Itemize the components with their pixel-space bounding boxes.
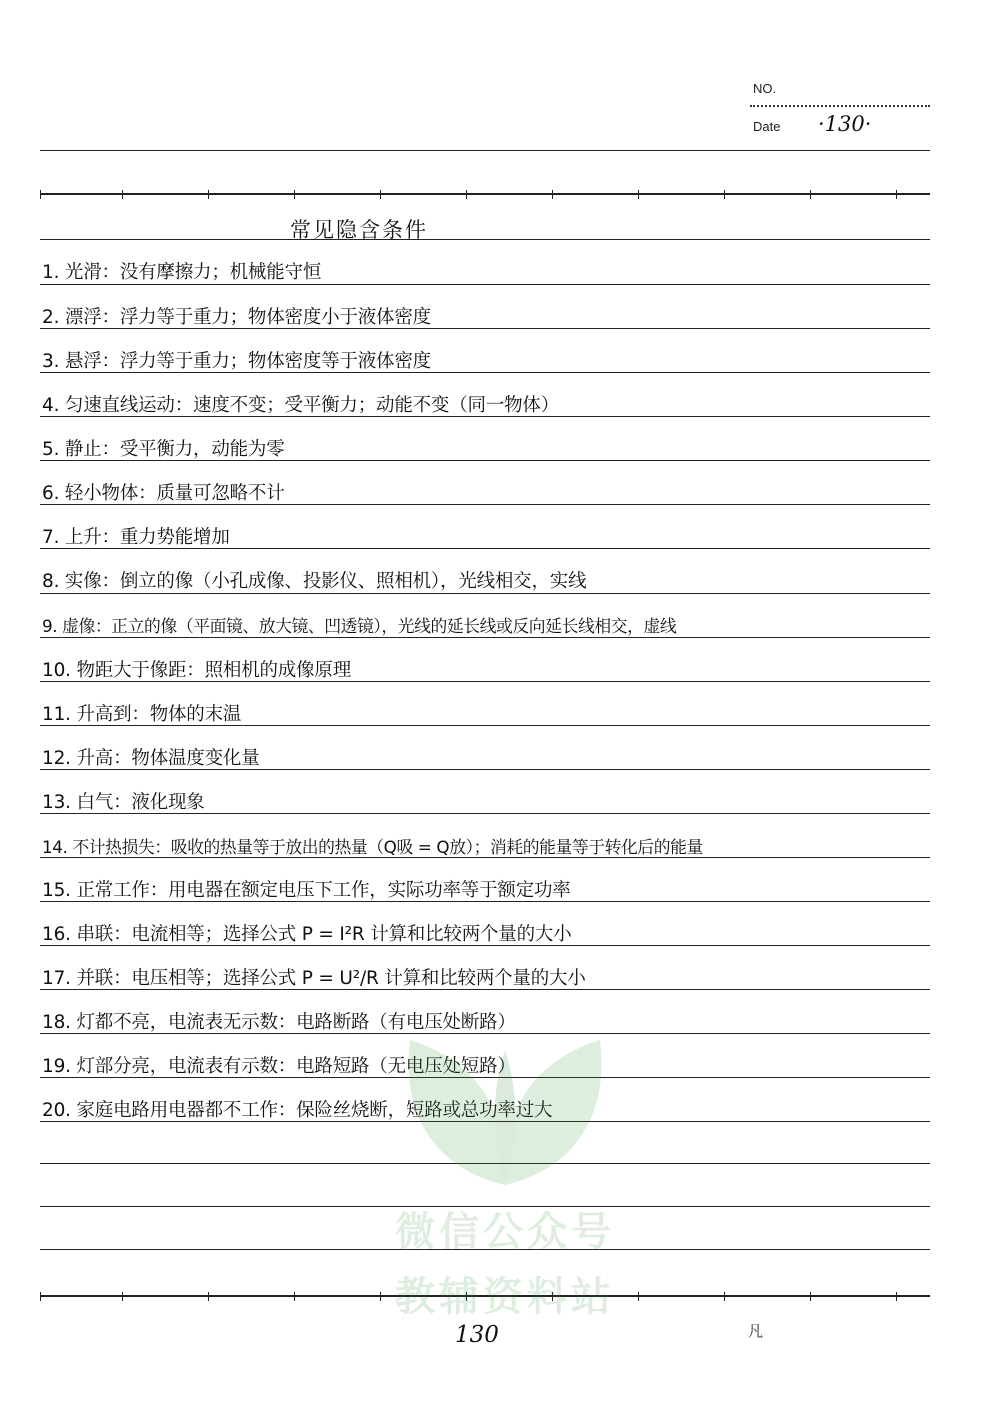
ruled-line	[40, 593, 930, 594]
list-item: 3. 悬浮：浮力等于重力；物体密度等于液体密度	[42, 351, 431, 372]
list-item: 11. 升高到：物体的末温	[42, 704, 242, 725]
list-item: 7. 上升：重力势能增加	[42, 527, 230, 548]
leaf-logo-icon	[380, 1020, 630, 1190]
list-item: 10. 物距大于像距：照相机的成像原理	[42, 660, 352, 681]
list-item: 16. 串联：电流相等；选择公式 P = I²R 计算和比较两个量的大小	[42, 924, 572, 945]
date-value: ·130·	[818, 112, 872, 136]
list-item: 15. 正常工作：用电器在额定电压下工作，实际功率等于额定功率	[42, 880, 571, 901]
list-item: 17. 并联：电压相等；选择公式 P = U²/R 计算和比较两个量的大小	[42, 968, 586, 989]
list-item: 4. 匀速直线运动：速度不变；受平衡力；动能不变（同一物体）	[42, 395, 560, 416]
list-item: 8. 实像：倒立的像（小孔成像、投影仪、照相机），光线相交，实线	[42, 571, 587, 592]
list-item: 5. 静止：受平衡力，动能为零	[42, 439, 285, 460]
ruled-line-ticked	[40, 193, 930, 195]
list-item: 12. 升高：物体温度变化量	[42, 748, 260, 769]
page-title: 常见隐含条件	[290, 218, 428, 242]
watermark-line1: 微信公众号	[395, 1209, 615, 1255]
ruled-line	[40, 637, 930, 638]
list-item: 6. 轻小物体：质量可忽略不计	[42, 483, 285, 504]
list-item: 1. 光滑：没有摩擦力；机械能守恒	[42, 262, 322, 283]
date-label: Date	[753, 119, 781, 134]
watermark-line2: 教辅资料站	[395, 1274, 615, 1320]
list-item: 9. 虚像：正立的像（平面镜、放大镜、凹透镜），光线的延长线或反向延长线相交，虚线	[42, 616, 677, 636]
list-item: 19. 灯部分亮，电流表有示数：电路短路（无电压处短路）	[42, 1056, 516, 1077]
corner-mark: 凡	[748, 1322, 764, 1340]
ruled-line	[40, 150, 930, 151]
no-dotted-rule	[750, 105, 930, 107]
ruled-line	[40, 284, 930, 285]
list-item: 13. 白气：液化现象	[42, 792, 205, 813]
list-item: 2. 漂浮：浮力等于重力；物体密度小于液体密度	[42, 307, 431, 328]
watermark	[380, 1020, 630, 1320]
ruled-line	[40, 239, 930, 240]
no-label: NO.	[753, 81, 777, 96]
list-item: 20. 家庭电路用电器都不工作：保险丝烧断，短路或总功率过大	[42, 1100, 553, 1121]
list-item: 18. 灯都不亮，电流表无示数：电路断路（有电压处断路）	[42, 1012, 516, 1033]
list-item: 14. 不计热损失：吸收的热量等于放出的热量（Q吸 = Q放）；消耗的能量等于转化后的能量	[42, 837, 703, 857]
page-number: 130	[455, 1322, 499, 1348]
